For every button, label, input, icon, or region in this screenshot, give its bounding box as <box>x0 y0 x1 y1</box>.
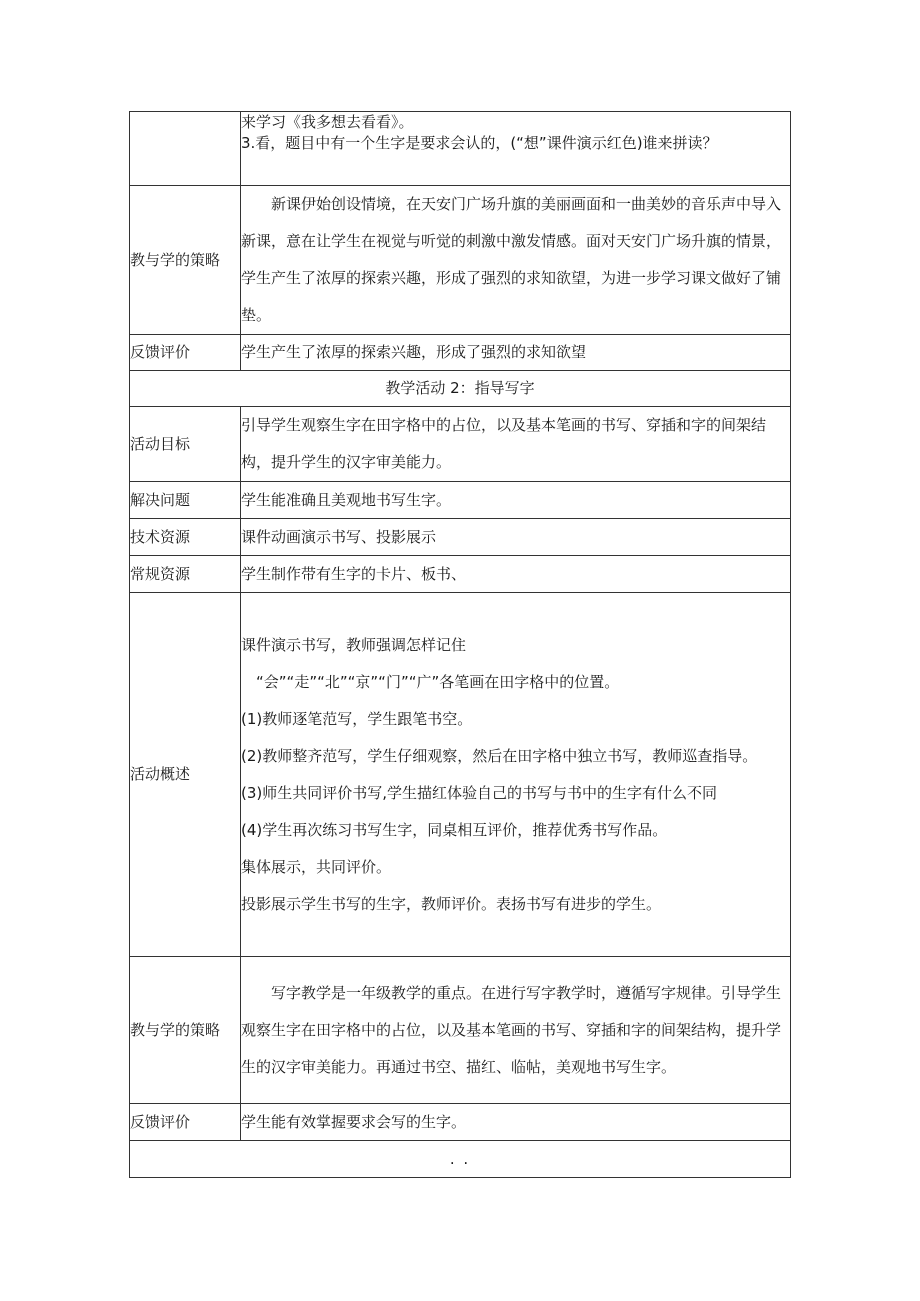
content-line: 课件演示书写，教师强调怎样记住 <box>241 635 467 654</box>
continuation-mark: . . <box>130 1141 791 1178</box>
content-cell <box>241 593 791 957</box>
content-paragraph: 写字教学是一年级教学的重点。在进行写字教学时，遵循写字规律。引导学生观察生字在田字格中的占位，以及基本笔画的书写、穿插和字的间架结构，提升学生的汉字审美能力。再通过书空、描红、临帖，美观地书写生字。 <box>241 983 782 1076</box>
row-label: 活动目标 <box>130 407 241 482</box>
row-label: 解决问题 <box>130 482 241 519</box>
table-row <box>130 556 791 593</box>
content-cell <box>241 186 791 335</box>
table-row <box>130 1141 791 1178</box>
row-label: 活动概述 <box>130 593 241 957</box>
table-row <box>130 186 791 335</box>
table-row <box>130 1104 791 1141</box>
content-line: (3)师生共同评价书写,学生描红体验自己的书写与书中的生字有什么不同 <box>241 783 718 802</box>
table-row <box>130 519 791 556</box>
empty-label-cell <box>130 112 241 186</box>
table-row <box>130 482 791 519</box>
section-title: 教学活动 2：指导写字 <box>130 371 791 407</box>
content-line: 3.看，题目中有一个生字是要求会认的，(“想”课件演示红色)谁来拼读？ <box>241 134 718 152</box>
content-cell: 学生能有效掌握要求会写的生字。 <box>241 1104 791 1141</box>
table-row <box>130 335 791 371</box>
lesson-plan-table <box>129 111 791 1178</box>
table-row <box>130 371 791 407</box>
content-line: (1)教师逐笔范写，学生跟笔书空。 <box>241 709 473 728</box>
table-row <box>130 957 791 1104</box>
row-label: 教与学的策略 <box>130 957 241 1104</box>
content-cell: 学生产生了浓厚的探索兴趣，形成了强烈的求知欲望 <box>241 335 791 371</box>
content-line: 投影展示学生书写的生字，教师评价。表扬书写有进步的学生。 <box>241 894 662 913</box>
content-line: (2)教师整齐范写，学生仔细观察，然后在田字格中独立书写，教师巡查指导。 <box>241 746 758 765</box>
content-cell: 学生制作带有生字的卡片、板书、 <box>241 556 791 593</box>
row-label: 常规资源 <box>130 556 241 593</box>
row-label: 技术资源 <box>130 519 241 556</box>
content-paragraph: 新课伊始创设情境，在天安门广场升旗的美丽画面和一曲美妙的音乐声中导入新课，意在让学生在视觉与听觉的刺激中激发情感。面对天安门广场升旗的情景，学生产生了浓厚的探索兴趣，形成了强烈的求知欲望，为进一步学习课文做好了铺垫。 <box>241 195 782 324</box>
content-cell: 课件动画演示书写、投影展示 <box>241 519 791 556</box>
content-cell <box>241 957 791 1104</box>
row-label: 教与学的策略 <box>130 186 241 335</box>
table-row <box>130 593 791 957</box>
content-line: (4)学生再次练习书写生字，同桌相互评价，推荐优秀书写作品。 <box>241 820 668 839</box>
content-paragraph: 引导学生观察生字在田字格中的占位，以及基本笔画的书写、穿插和字的间架结构，提升学生的汉字审美能力。 <box>241 416 767 471</box>
table-row <box>130 407 791 482</box>
content-cell <box>241 112 791 186</box>
table-row <box>130 112 791 186</box>
content-cell: 学生能准确且美观地书写生字。 <box>241 482 791 519</box>
content-line: 来学习《我多想去看看》。 <box>241 113 414 131</box>
content-cell <box>241 407 791 482</box>
row-label: 反馈评价 <box>130 335 241 371</box>
row-label: 反馈评价 <box>130 1104 241 1141</box>
content-line: 集体展示，共同评价。 <box>241 857 392 876</box>
content-line: “会”“走”“北”“京”“门”“广”各笔画在田字格中的位置。 <box>256 672 620 691</box>
